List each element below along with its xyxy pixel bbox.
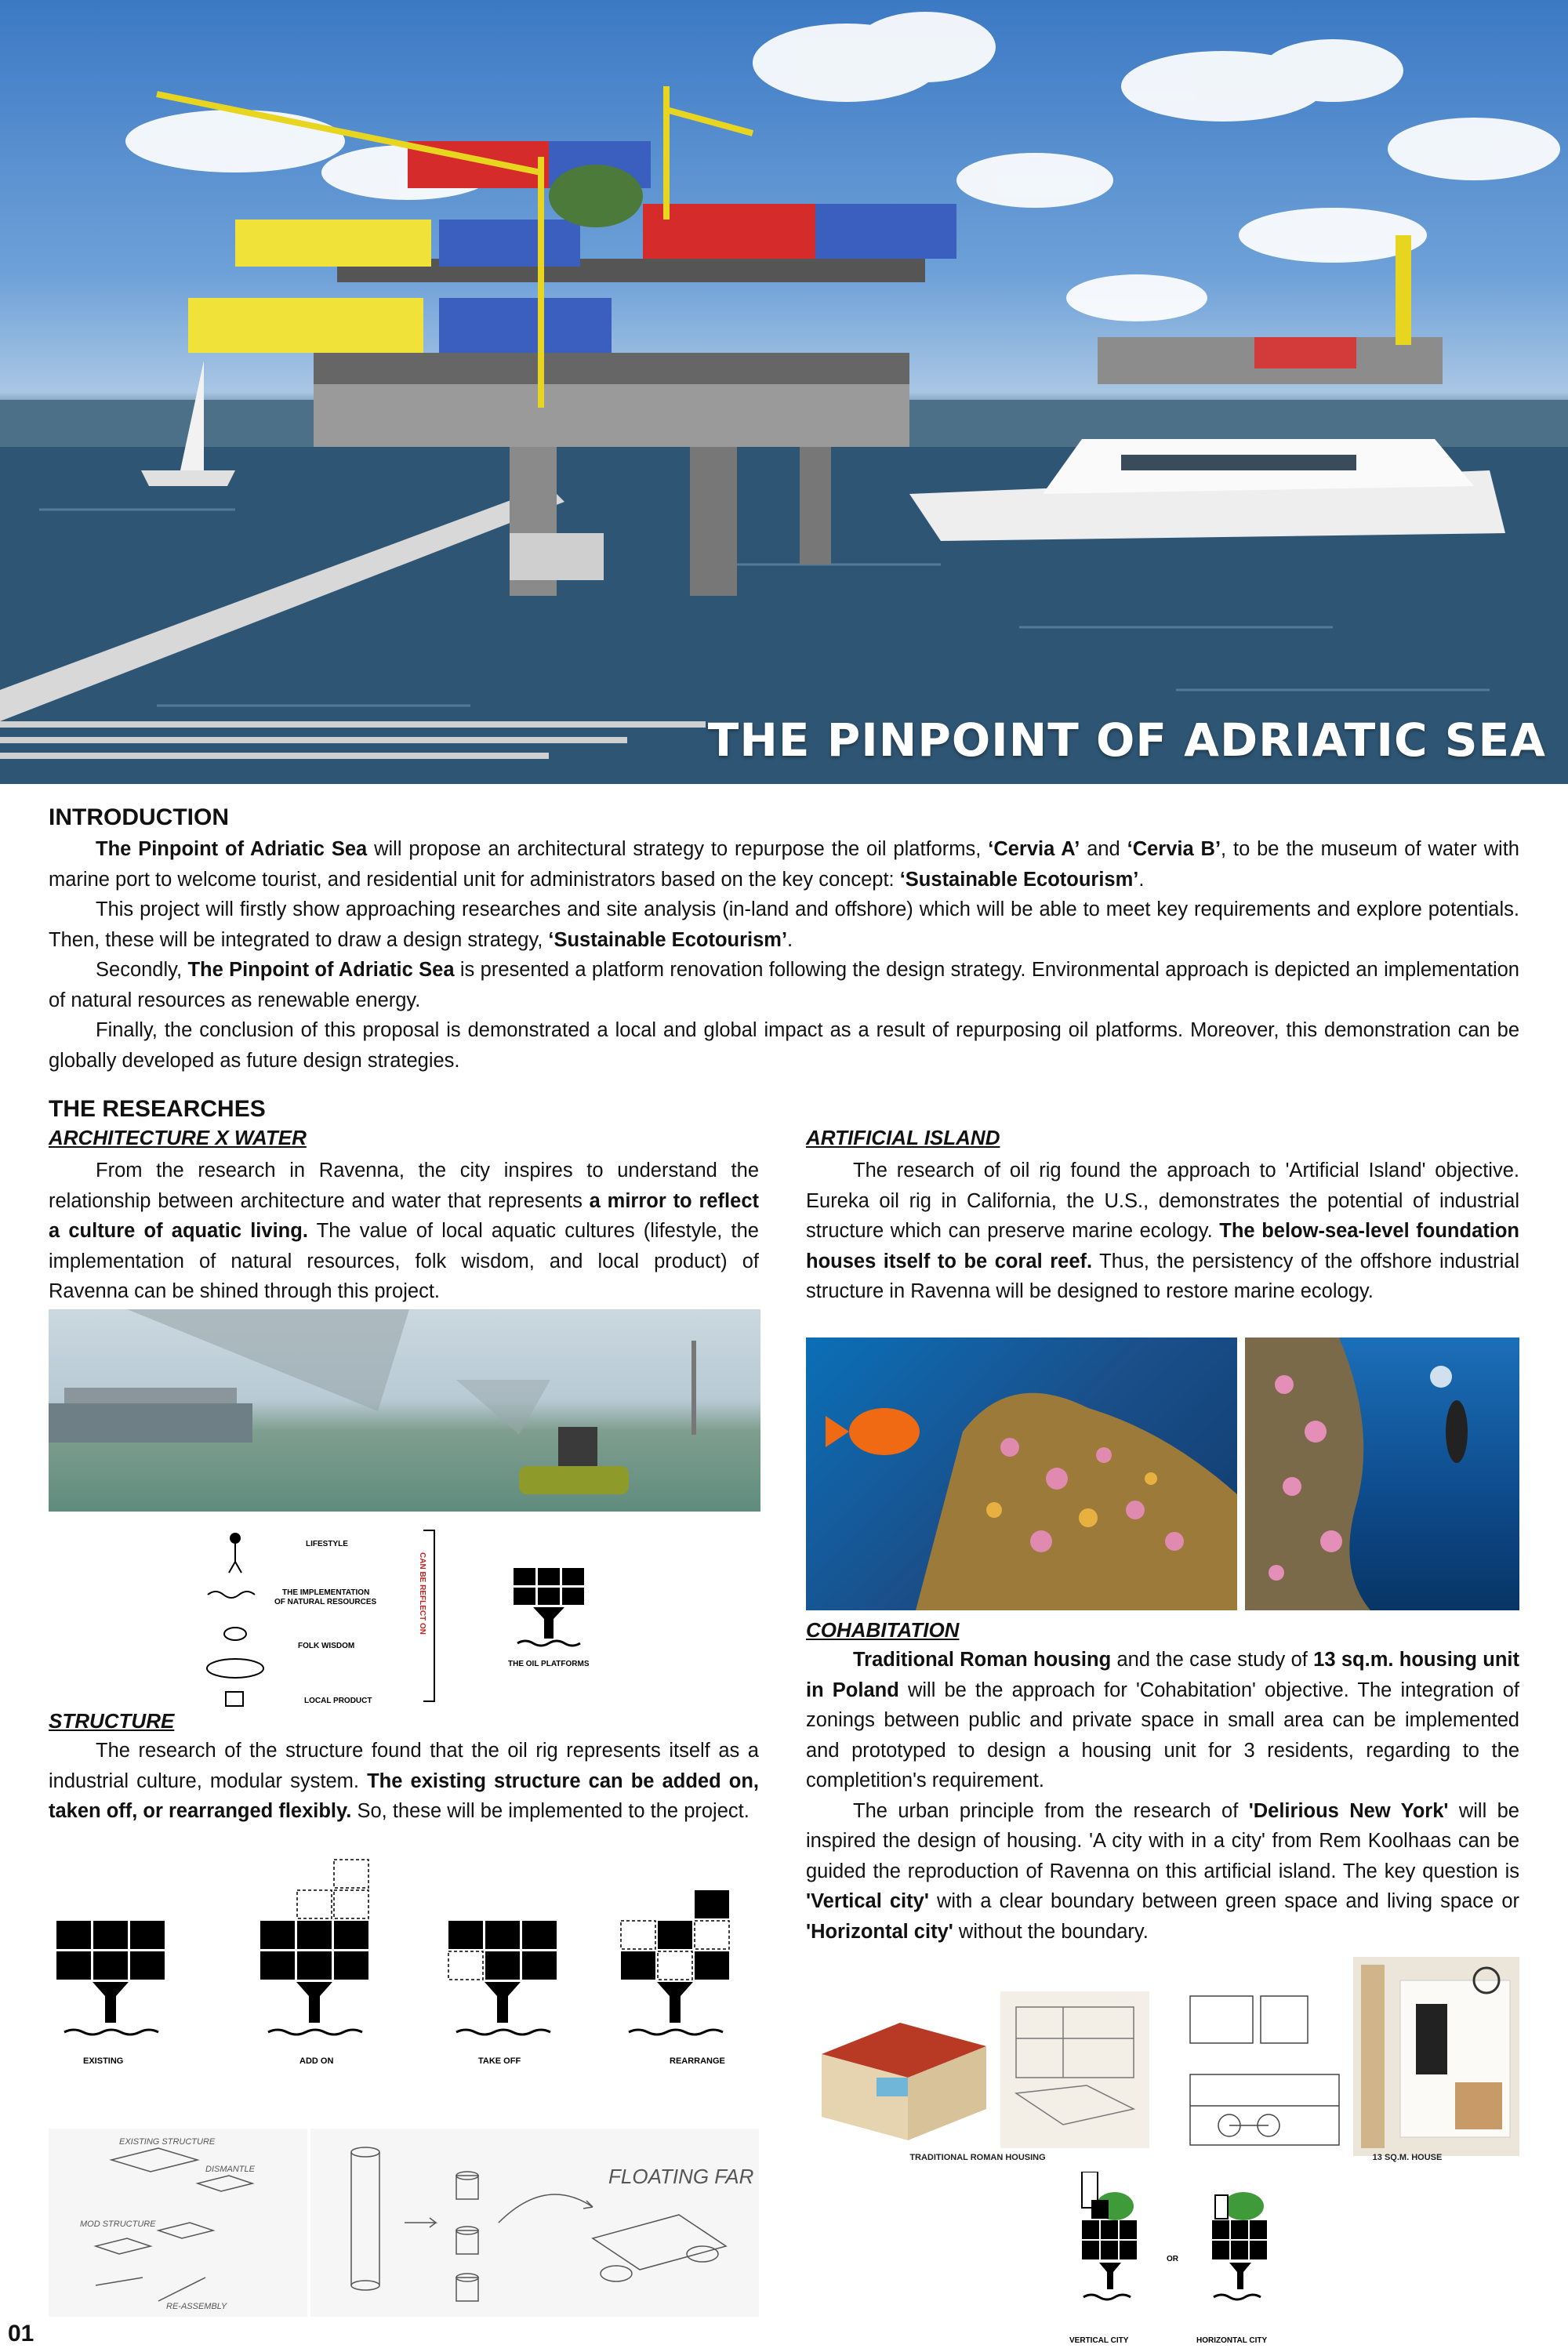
arch-water-heading: ARCHITECTURE X WATER [49,1126,307,1149]
label-folk: FOLK WISDOM [298,1642,355,1650]
aquatic-culture-diagram [188,1521,627,1709]
label-natural-2: OF NATURAL RESOURCES [274,1598,377,1606]
artificial-island-text: The research of oil rig found the approach to 'Artificial Island' objective. Eureka oil rig in California, the U.S., demonstrates the potential of industrial structure which can preserve marine ecology. The below-sea-level foundation houses itself to be coral reef. Thus, the persistency of the offshore industrial structure in Ravenna will be designed to restore marine ecology. [806,1160,1519,1302]
artificial-island-heading: ARTIFICIAL ISLAND [806,1126,1000,1149]
caption-13-sqm: 13 SQ.M. HOUSE [1372,2153,1443,2162]
label-lifestyle: LIFESTYLE [306,1540,348,1548]
sketch-label-floating: FLOATING FAR [608,2165,754,2188]
introduction-heading: INTRODUCTION [49,804,229,830]
page-number: 01 [8,2321,34,2347]
roman-house-plan-sketch [1000,1991,1149,2148]
cohabitation-heading: COHABITATION [806,1618,960,1642]
city-type-diagram [1066,2172,1317,2352]
page-title: THE PINPOINT OF ADRIATIC SEA [707,713,1546,767]
label-platforms: THE OIL PLATFORMS [508,1660,590,1668]
arch-water-text: From the research in Ravenna, the city inspires to understand the relationship between architecture and water that represents a mirror to reflect a culture of aquatic living. The value of local aquatic cultures (lifestyle, the implementation of natural resources, folk wisdom, and local product) of Ravenna can be shined through this project. [49,1160,759,1302]
sketch-label-reassembly: RE-ASSEMBLY [166,2302,227,2311]
small-house-photo [1353,1957,1519,2156]
label-reflect: CAN BE REFLECT ON [418,1552,426,1635]
label-existing: EXISTING [83,2056,124,2066]
label-add-on: ADD ON [299,2056,334,2066]
hero-scene [0,0,1568,784]
structure-sketch-2 [310,2129,759,2317]
label-rearrange: REARRANGE [670,2056,725,2066]
caption-horizontal-city: HORIZONTAL CITY [1196,2336,1268,2345]
caption-vertical-city: VERTICAL CITY [1069,2336,1129,2345]
small-house-sketch [1182,1988,1347,2153]
sketch-label-dismantle: DISMANTLE [205,2165,255,2174]
roman-house-illustration [806,1991,997,2148]
introduction-text: The Pinpoint of Adriatic Sea will propose an architectural strategy to repurpose the oil platforms, ‘Cervia A’ and ‘Cervia B’, to be the museum of water with marine port to welcome tourist, and residential unit for administrators based on the key concept: ‘Sustainable Ecotourism’. This project will firstly show approaching researches and site analysis (in-land and offshore) which will be able to meet key requirements and explore potentials. Then, these will be integrated to draw a design strategy, ‘Sustainable Ecotourism’. Secondly, The Pinpoint of Adriatic Sea is presented a platform renovation following the design strategy. Environmental approach is depicted an implementation of natural resources as renewable energy. Finally, the conclusion of this proposal is demonstrated a local and global impact as a result of repurposing oil platforms. Moreover, this demonstration can be globally developed as future design strategies. [49,838,1519,1072]
label-natural-1: THE IMPLEMENTATION [282,1588,370,1597]
coral-reef-photo-1 [806,1338,1237,1610]
sketch-label-mod: MOD STRUCTURE [80,2220,156,2229]
structure-modules-diagram [49,1858,760,2070]
ravenna-fishing-photo [49,1309,760,1512]
sketch-label-existing: EXISTING STRUCTURE [119,2137,216,2147]
structure-text: The research of the structure found that the oil rig represents itself as a industrial culture, modular system. The existing structure can be added on, taken off, or rearranged flexibly. So, these will be implemented to the project. [49,1740,760,1822]
researches-heading: THE RESEARCHES [49,1096,266,1122]
hero-render [0,0,1568,784]
label-take-off: TAKE OFF [478,2056,521,2066]
coral-reef-photo-2 [1245,1338,1519,1610]
label-product: LOCAL PRODUCT [304,1697,372,1705]
structure-sketch-1 [49,2129,307,2317]
caption-roman-housing: TRADITIONAL ROMAN HOUSING [909,2153,1046,2162]
caption-or: OR [1167,2255,1178,2263]
cohabitation-text: Traditional Roman housing and the case study of 13 sq.m. housing unit in Poland will be the approach for 'Cohabitation' objective. The integration of zonings between public and private space in small area can be implemented and prototyped to design a housing unit for 3 residents, regarding to the completition's requirement. The urban principle from the research of 'Delirious New York' will be inspired the design of housing. 'A city with in a city' from Rem Koolhaas can be guided the reproduction of Ravenna on this artificial island. The key question is 'Vertical city' with a clear boundary between green space and living space or 'Horizontal city' without the boundary. [806,1649,1519,1943]
structure-heading: STRUCTURE [49,1709,175,1733]
